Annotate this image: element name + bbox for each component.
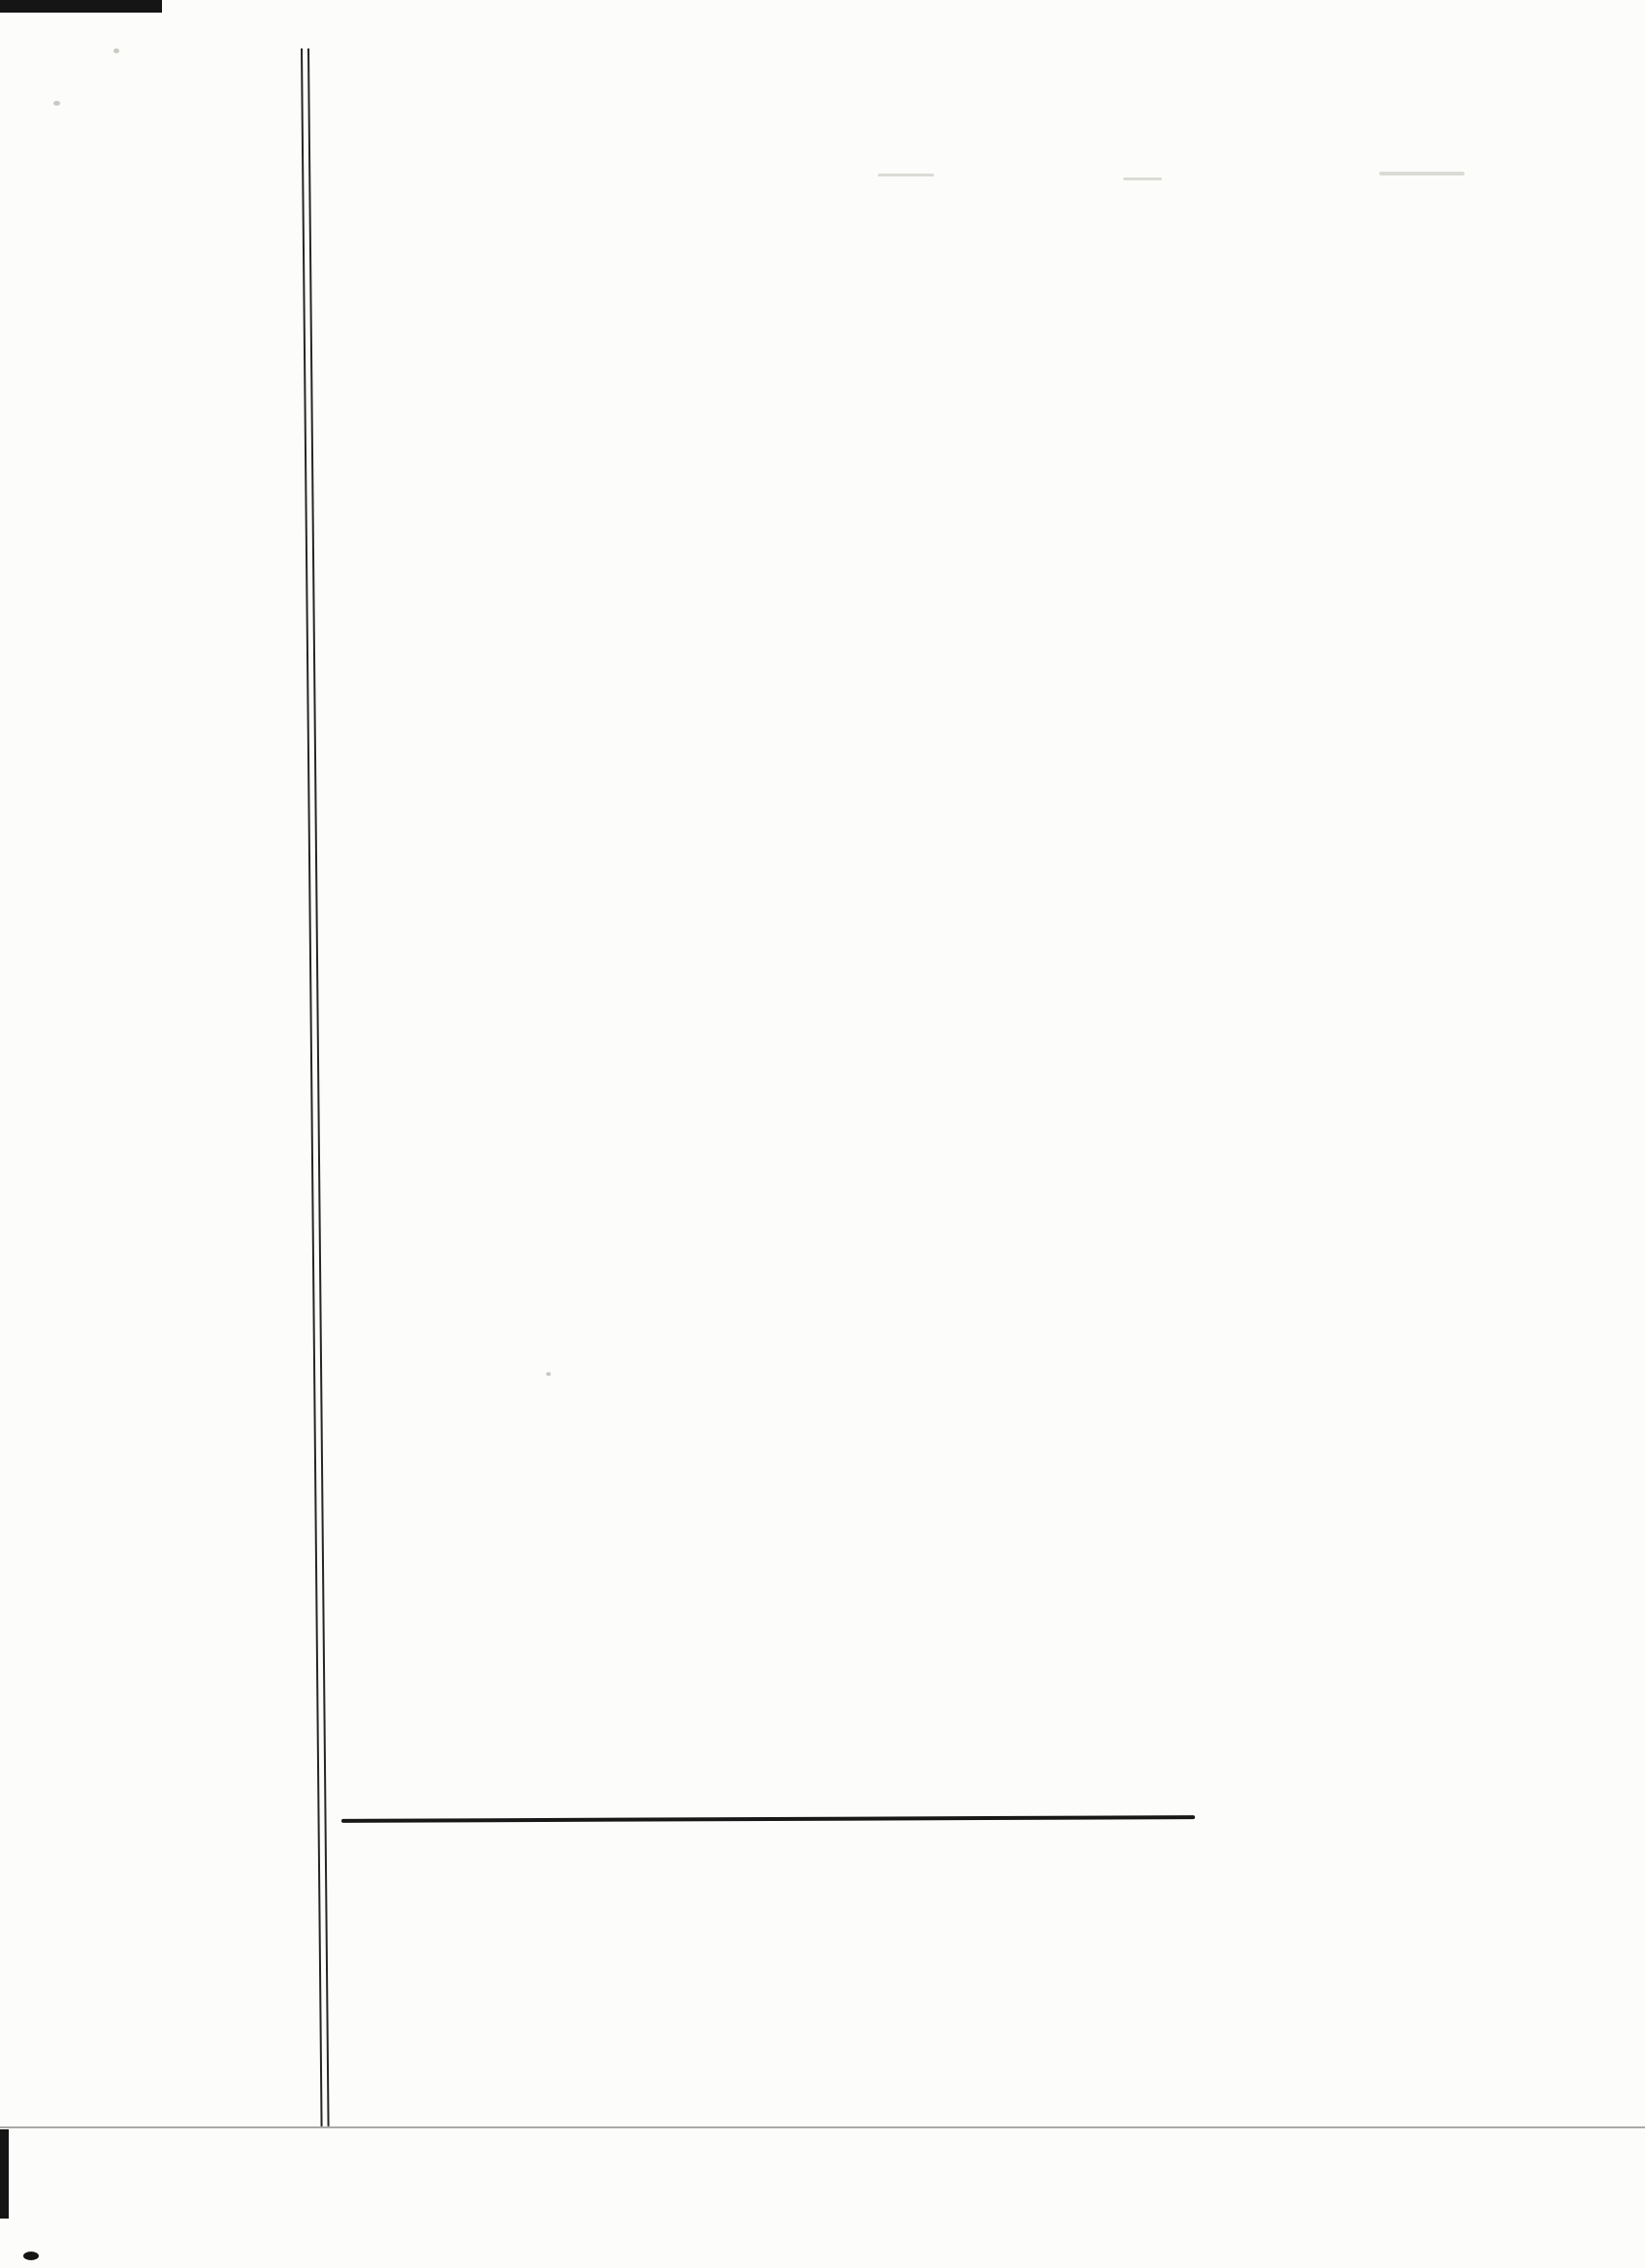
- scan-artifact-top-left: [0, 0, 162, 13]
- law-firm-sidebar: [48, 529, 228, 1645]
- scan-artifact-bottom-dot: [23, 2252, 39, 2260]
- scan-speck: [53, 101, 60, 106]
- footnote-separator: [341, 1815, 1195, 1823]
- scan-smudge: [878, 174, 934, 176]
- scan-page-bottom-edge: [0, 2126, 1645, 2128]
- scan-speck: [113, 48, 119, 53]
- scan-smudge: [1379, 172, 1465, 176]
- scan-artifact-bottom-left-strip: [0, 2129, 9, 2219]
- scan-smudge: [1123, 177, 1162, 180]
- scan-speck: [546, 1372, 551, 1376]
- pleading-margin-rule: [301, 48, 330, 2126]
